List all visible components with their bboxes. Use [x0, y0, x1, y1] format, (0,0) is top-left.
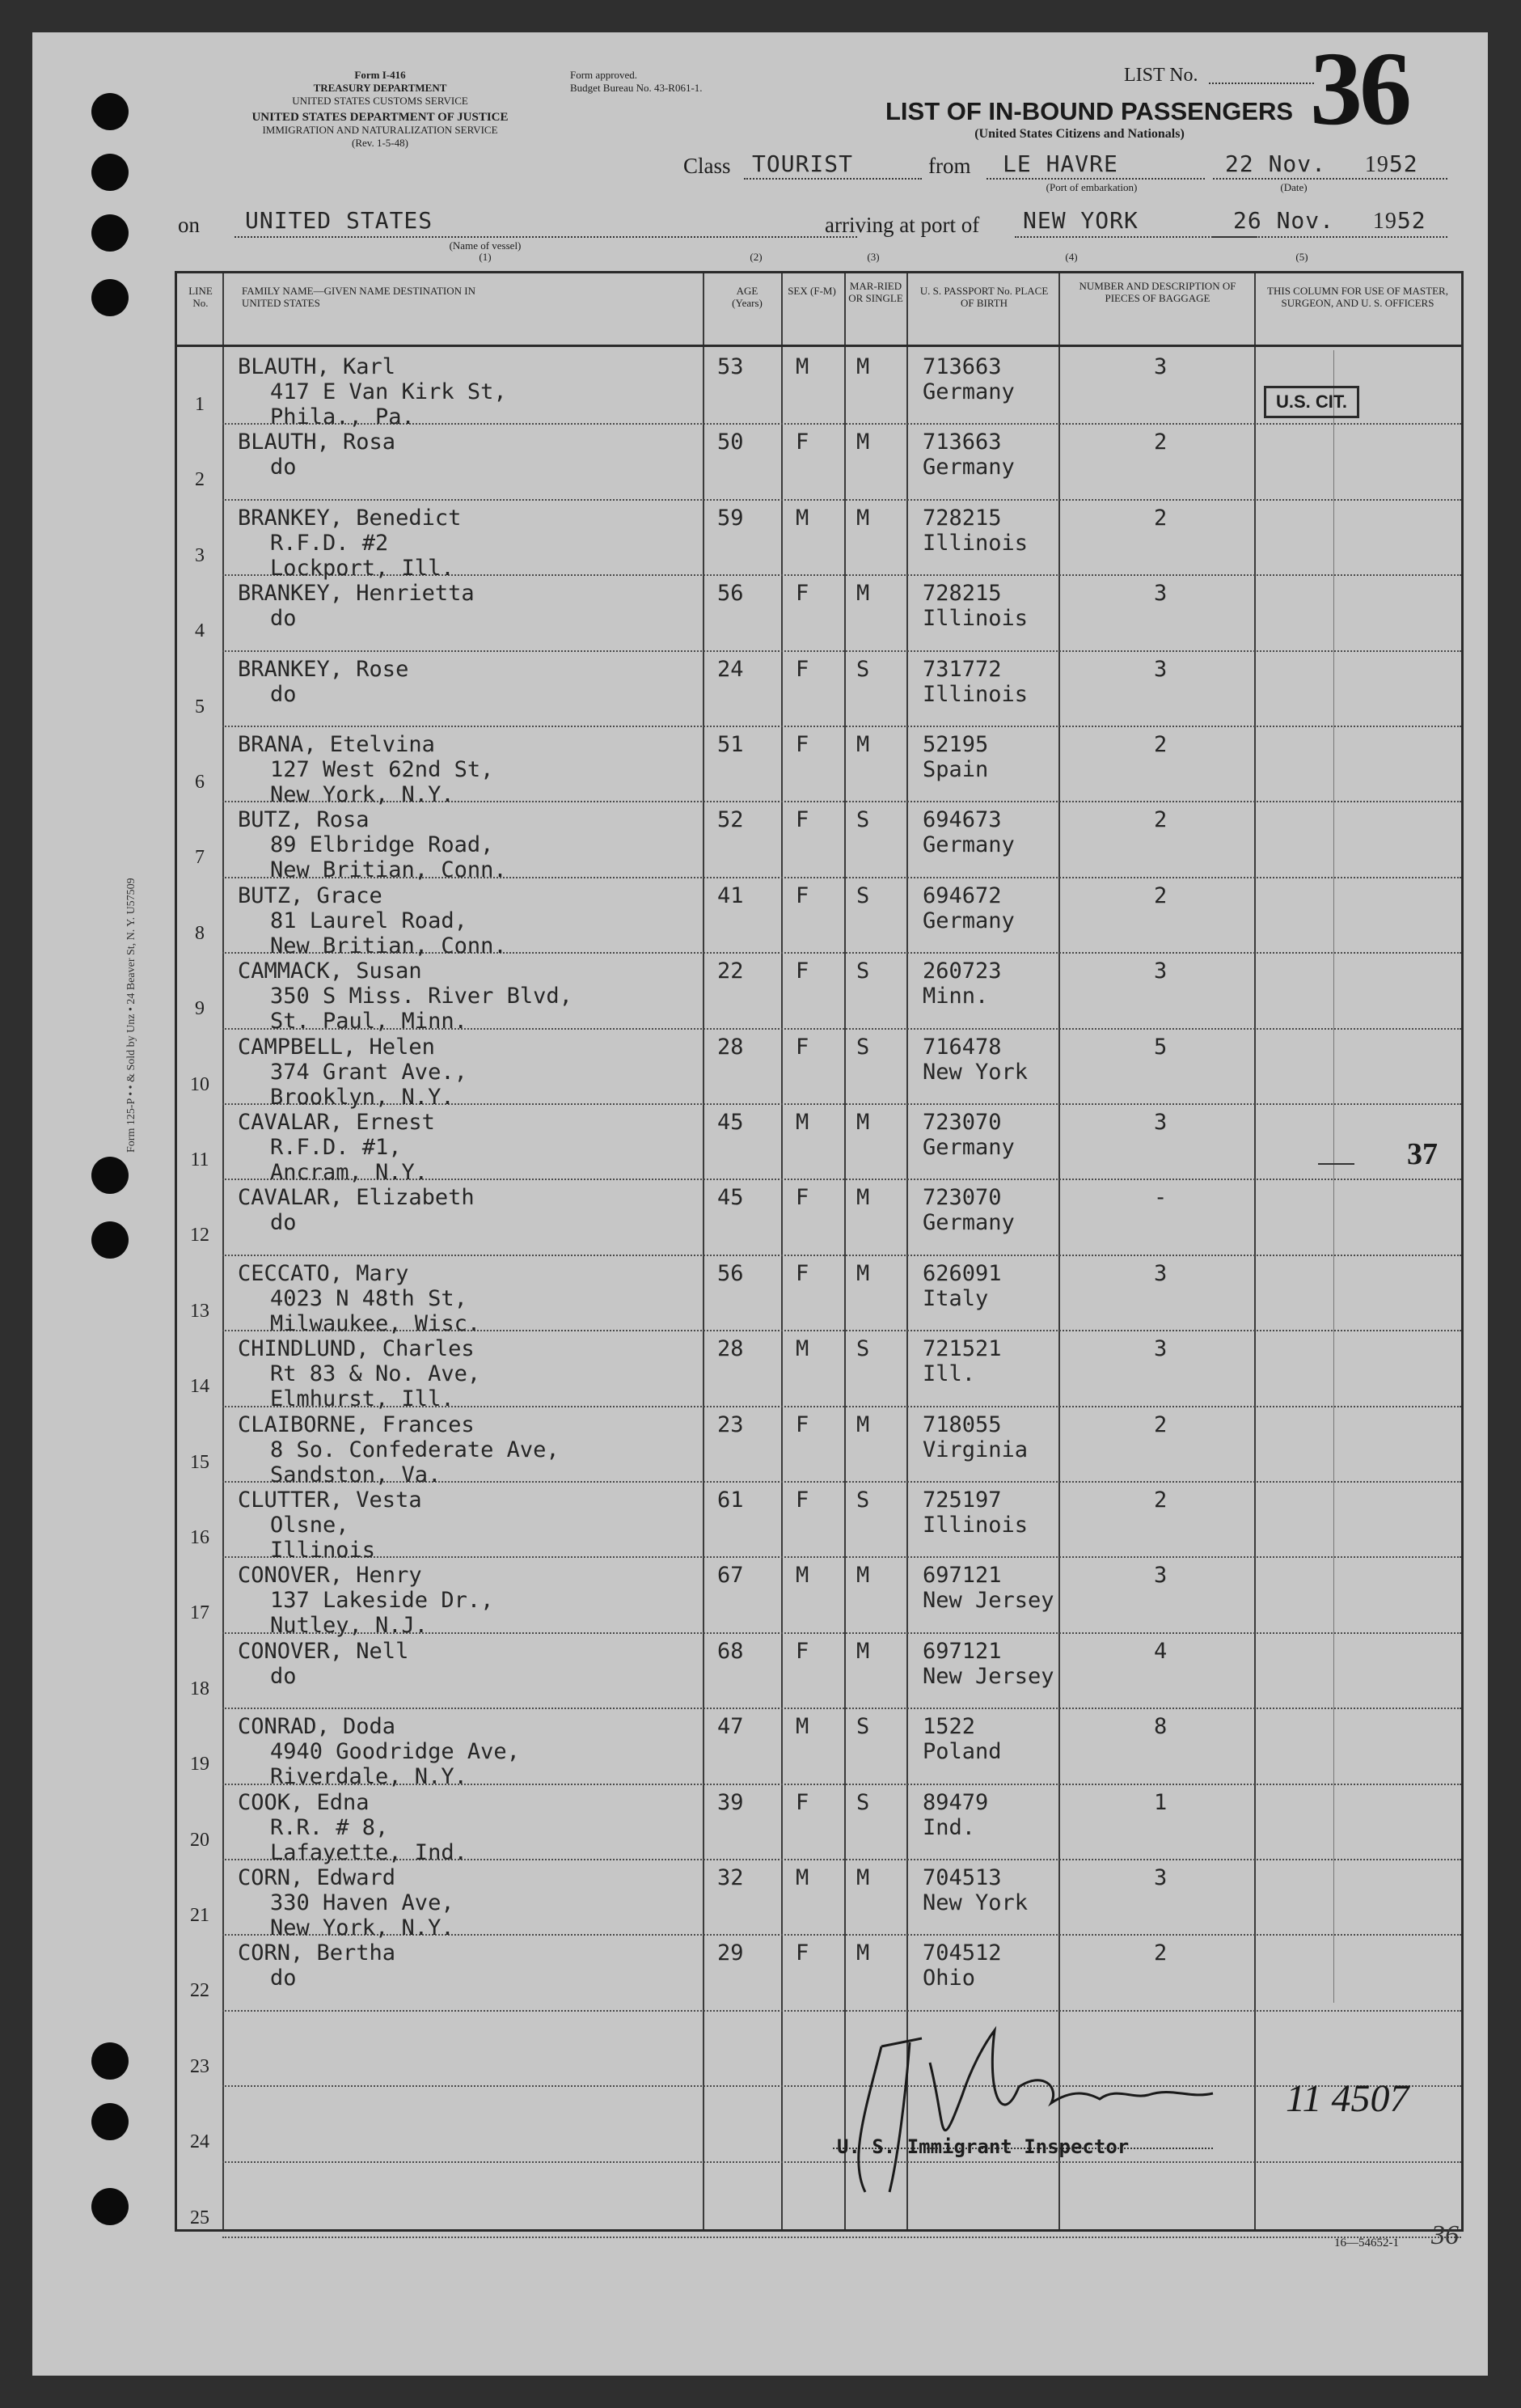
passenger-name: CORN, Edward — [238, 1865, 396, 1890]
passenger-name: CORN, Bertha — [238, 1940, 396, 1966]
col-num-3: (3) — [867, 251, 880, 263]
embark-port: LE HAVRE — [1003, 150, 1118, 177]
sex: F — [796, 430, 809, 455]
line-number: 10 — [190, 1073, 209, 1095]
address-line-2: Sandston, Va. — [270, 1462, 442, 1488]
age: 41 — [717, 882, 744, 908]
place-of-birth: Illinois — [923, 530, 1029, 556]
arrival-date-year: 52 — [1396, 207, 1426, 234]
baggage-count: 3 — [1154, 354, 1168, 379]
sex: M — [796, 1865, 809, 1890]
address-line-2: Illinois — [270, 1538, 376, 1563]
passenger-name: CECCATO, Mary — [238, 1260, 409, 1286]
header-age: AGE (Years) — [732, 285, 763, 309]
address-line-1: do — [270, 1966, 297, 1991]
passenger-name: CONRAD, Doda — [238, 1714, 396, 1740]
address-line-1: R.R. # 8, — [270, 1814, 389, 1840]
passenger-name: CLUTTER, Vesta — [238, 1488, 422, 1513]
baggage-count: 2 — [1154, 430, 1168, 455]
passenger-name: COOK, Edna — [238, 1789, 370, 1815]
row-separator — [222, 1556, 1461, 1558]
footer-handwritten: 36 — [1431, 2220, 1459, 2250]
sex: M — [796, 1563, 809, 1589]
col-num-4: (4) — [1065, 251, 1078, 263]
revision-label: (Rev. 1-5-48) — [352, 137, 408, 149]
passenger-name: CAMPBELL, Helen — [238, 1034, 435, 1060]
line-number: 7 — [195, 847, 205, 869]
line-number: 9 — [195, 998, 205, 1020]
marital-status: S — [856, 1714, 870, 1740]
sex: F — [796, 959, 809, 984]
marital-status: M — [856, 1260, 870, 1286]
row-separator — [222, 726, 1461, 727]
place-of-birth: Germany — [923, 1135, 1015, 1160]
address-line-2: New York, N.Y. — [270, 782, 454, 807]
address-line-2: New Britian, Conn. — [270, 933, 507, 959]
place-of-birth: Spain — [923, 757, 989, 782]
embark-date — [1225, 150, 1418, 178]
passport-number: 52195 — [923, 732, 989, 757]
place-of-birth: Poland — [923, 1739, 1002, 1765]
passenger-name: CHINDLUND, Charles — [238, 1336, 475, 1362]
address-line-1: do — [270, 681, 297, 707]
marital-status: S — [856, 1336, 870, 1362]
binder-hole — [91, 154, 129, 191]
line-number: 17 — [190, 1602, 209, 1624]
sex: F — [796, 1789, 809, 1815]
line-number: 13 — [190, 1300, 209, 1322]
place-of-birth: Germany — [923, 455, 1015, 480]
line-number: 22 — [190, 1980, 209, 2002]
sex: F — [796, 882, 809, 908]
binder-hole — [91, 93, 129, 130]
place-of-birth: Ind. — [923, 1814, 976, 1840]
passenger-name: CLAIBORNE, Frances — [238, 1411, 475, 1437]
stamp-text: U.S. CIT. — [1276, 391, 1348, 412]
marital-status: M — [856, 354, 870, 379]
marital-status: S — [856, 882, 870, 908]
passenger-name: CONOVER, Henry — [238, 1563, 422, 1589]
form-approved: Form approved. — [570, 69, 638, 81]
age: 39 — [717, 1789, 744, 1815]
age: 28 — [717, 1034, 744, 1060]
sex: F — [796, 1940, 809, 1966]
line-number: 24 — [190, 2131, 209, 2153]
passenger-name: BUTZ, Rosa — [238, 807, 370, 833]
marital-status: M — [856, 1638, 870, 1664]
row-separator — [222, 499, 1461, 501]
list-number-dots — [1209, 83, 1314, 84]
address-line-2: Nutley, N.J. — [270, 1613, 429, 1639]
address-line-2: Lockport, Ill. — [270, 555, 454, 581]
baggage-count: 3 — [1154, 656, 1168, 682]
passport-number: 697121 — [923, 1563, 1002, 1589]
line-number: 1 — [195, 394, 205, 415]
binder-hole — [91, 2188, 129, 2225]
marital-status: M — [856, 581, 870, 607]
list-number-label: LIST No. — [1124, 65, 1198, 86]
vessel-name: UNITED STATES — [245, 207, 433, 234]
sex: F — [796, 732, 809, 757]
baggage-count: 2 — [1154, 1940, 1168, 1966]
budget-bureau: Budget Bureau No. 43-R061-1. — [570, 82, 703, 94]
address-line-2: Ancram, N.Y. — [270, 1160, 429, 1185]
passenger-name: CAVALAR, Elizabeth — [238, 1185, 475, 1211]
class-label: Class — [683, 154, 731, 178]
passport-number: 704512 — [923, 1940, 1002, 1966]
line-number: 12 — [190, 1225, 209, 1246]
baggage-count: 3 — [1154, 959, 1168, 984]
place-of-birth: Ill. — [923, 1361, 976, 1387]
place-of-birth: Illinois — [923, 606, 1029, 632]
on-label: on — [178, 213, 200, 237]
line-number: 18 — [190, 1678, 209, 1699]
passport-number: 713663 — [923, 430, 1002, 455]
baggage-count: 2 — [1154, 1488, 1168, 1513]
marital-status: S — [856, 959, 870, 984]
age: 24 — [717, 656, 744, 682]
manifest-page — [32, 32, 1488, 2376]
address-line-1: 374 Grant Ave., — [270, 1059, 467, 1085]
sex: F — [796, 581, 809, 607]
passenger-name: CAMMACK, Susan — [238, 959, 422, 984]
place-of-birth: New Jersey — [923, 1663, 1054, 1689]
continued-list-number: 37 — [1407, 1137, 1438, 1171]
age: 47 — [717, 1714, 744, 1740]
treasury-label: TREASURY DEPARTMENT — [313, 82, 447, 94]
sex: F — [796, 1411, 809, 1437]
marital-status: M — [856, 505, 870, 531]
place-of-birth: Illinois — [923, 1513, 1029, 1538]
place-of-birth: Germany — [923, 908, 1015, 933]
passport-number: 725197 — [923, 1488, 1002, 1513]
address-line-2: Milwaukee, Wisc. — [270, 1310, 481, 1336]
arriving-label: arriving at port of — [825, 213, 980, 237]
address-line-2: Elmhurst, Ill. — [270, 1386, 454, 1412]
footer-code: 16—54652-1 — [1334, 2237, 1399, 2249]
sex: M — [796, 1110, 809, 1135]
place-of-birth: Germany — [923, 1210, 1015, 1236]
marital-status: S — [856, 807, 870, 833]
line-number: 6 — [195, 772, 205, 793]
address-line-2: Brooklyn, N.Y. — [270, 1084, 454, 1110]
line-number: 2 — [195, 469, 205, 491]
class-underline — [744, 178, 922, 180]
header-name: FAMILY NAME—GIVEN NAME DESTINATION IN UNITED STATES — [242, 285, 476, 309]
arrival-port: NEW YORK — [1023, 207, 1139, 234]
binder-hole — [91, 214, 129, 252]
baggage-count: 3 — [1154, 1110, 1168, 1135]
passenger-name: BUTZ, Grace — [238, 882, 382, 908]
row-separator — [222, 1708, 1461, 1709]
address-line-1: 417 E Van Kirk St, — [270, 379, 507, 404]
line-number: 11 — [190, 1149, 209, 1170]
age: 56 — [717, 1260, 744, 1286]
col-num-1: (1) — [479, 251, 492, 263]
passport-number: 694673 — [923, 807, 1002, 833]
address-line-2: New Britian, Conn. — [270, 857, 507, 883]
address-line-1: 89 Elbridge Road, — [270, 832, 494, 858]
baggage-count: 2 — [1154, 807, 1168, 833]
passport-number: 713663 — [923, 354, 1002, 379]
sex: M — [796, 505, 809, 531]
header-sex: SEX (F-M) — [788, 285, 836, 297]
place-of-birth: New York — [923, 1059, 1029, 1085]
marital-status: M — [856, 1110, 870, 1135]
passenger-table — [175, 271, 1464, 2232]
line-number: 8 — [195, 922, 205, 944]
embark-date-day: 22 Nov. — [1225, 150, 1327, 177]
header-officers: THIS COLUMN FOR USE OF MASTER, SURGEON, AND U. S. OFFICERS — [1267, 285, 1448, 309]
col-num-5: (5) — [1295, 251, 1308, 263]
line-number: 5 — [195, 696, 205, 717]
marital-status: M — [856, 1563, 870, 1589]
address-line-1: 4940 Goodridge Ave, — [270, 1739, 520, 1765]
col-divider — [1333, 350, 1334, 2003]
continued-dash — [1318, 1163, 1354, 1165]
binder-hole — [91, 279, 129, 316]
row-separator — [222, 1255, 1461, 1256]
place-of-birth: Ohio — [923, 1966, 976, 1991]
age: 56 — [717, 581, 744, 607]
address-line-1: 350 S Miss. River Blvd, — [270, 984, 572, 1009]
age: 28 — [717, 1336, 744, 1362]
age: 32 — [717, 1865, 744, 1890]
inspector-label: U. S. Immigrant Inspector — [837, 2135, 1130, 2158]
arrival-date-underline — [1213, 236, 1447, 238]
embark-date-underline — [1213, 178, 1447, 180]
printer-side-note: Form 125-P • • & Sold by Unz • 24 Beaver St, N. Y. U57509 — [125, 878, 137, 1153]
address-line-1: 4023 N 48th St, — [270, 1285, 467, 1311]
passenger-name: BRANKEY, Rose — [238, 656, 409, 682]
baggage-count: 2 — [1154, 732, 1168, 757]
passenger-name: BRANKEY, Henrietta — [238, 581, 475, 607]
from-label: from — [928, 154, 971, 178]
place-of-birth: New York — [923, 1890, 1029, 1915]
approval-block — [570, 69, 703, 95]
sex: F — [796, 1034, 809, 1060]
age: 61 — [717, 1488, 744, 1513]
marital-status: M — [856, 732, 870, 757]
place-of-birth: Germany — [923, 379, 1015, 404]
form-number: Form I-416 — [354, 69, 406, 81]
sex: F — [796, 1488, 809, 1513]
us-citizen-stamp — [1264, 386, 1359, 418]
arrival-date-day: 26 Nov. — [1233, 207, 1335, 234]
line-number: 21 — [190, 1905, 209, 1926]
address-line-1: 8 So. Confederate Ave, — [270, 1437, 560, 1462]
row-separator — [222, 2237, 1461, 2238]
place-of-birth: New Jersey — [923, 1588, 1054, 1614]
header-passport: U. S. PASSPORT No. PLACE OF BIRTH — [919, 285, 1049, 309]
line-number: 23 — [190, 2055, 209, 2077]
passport-number: 723070 — [923, 1110, 1002, 1135]
address-line-2: Phila., Pa. — [270, 404, 415, 430]
baggage-count: - — [1154, 1185, 1168, 1211]
address-line-1: Rt 83 & No. Ave, — [270, 1361, 481, 1387]
marital-status: S — [856, 1488, 870, 1513]
form-title: LIST OF IN-BOUND PASSENGERS — [885, 97, 1294, 125]
passenger-name: BLAUTH, Rosa — [238, 430, 396, 455]
binder-hole — [91, 2103, 129, 2140]
passport-number: 704513 — [923, 1865, 1002, 1890]
header-rule — [177, 345, 1461, 347]
form-agency-block — [174, 69, 586, 150]
baggage-count: 5 — [1154, 1034, 1168, 1060]
sex: F — [796, 1638, 809, 1664]
passport-number: 731772 — [923, 656, 1002, 682]
inspector-signature — [833, 1998, 1409, 2208]
place-of-birth: Illinois — [923, 681, 1029, 707]
embark-underline — [987, 178, 1205, 180]
passport-number: 728215 — [923, 581, 1002, 607]
line-number: 16 — [190, 1527, 209, 1548]
address-line-1: do — [270, 455, 297, 480]
baggage-count: 3 — [1154, 1260, 1168, 1286]
marital-status: M — [856, 1411, 870, 1437]
header-baggage: NUMBER AND DESCRIPTION OF PIECES OF BAGGAGE — [1079, 280, 1236, 304]
address-line-1: R.F.D. #1, — [270, 1135, 402, 1160]
embark-date-year: 52 — [1388, 150, 1418, 177]
header-line-no: LINE No. — [188, 285, 213, 309]
baggage-count: 8 — [1154, 1714, 1168, 1740]
place-of-birth: Germany — [923, 832, 1015, 858]
age: 51 — [717, 732, 744, 757]
passport-number: 89479 — [923, 1789, 989, 1815]
sex: M — [796, 1714, 809, 1740]
passenger-name: BRANKEY, Benedict — [238, 505, 462, 531]
place-of-birth: Minn. — [923, 984, 989, 1009]
age: 53 — [717, 354, 744, 379]
line-number: 19 — [190, 1754, 209, 1775]
passport-number: 697121 — [923, 1638, 1002, 1664]
address-line-2: New York, N.Y. — [270, 1915, 454, 1940]
age: 45 — [717, 1185, 744, 1211]
sex: F — [796, 1260, 809, 1286]
age: 68 — [717, 1638, 744, 1664]
baggage-count: 2 — [1154, 882, 1168, 908]
sex: F — [796, 807, 809, 833]
address-line-2: St. Paul, Minn. — [270, 1009, 467, 1035]
list-number: 36 — [1310, 31, 1409, 147]
age: 29 — [717, 1940, 744, 1966]
passenger-name: BLAUTH, Karl — [238, 354, 396, 379]
baggage-count: 1 — [1154, 1789, 1168, 1815]
header-married: MAR-RIED OR SINGLE — [848, 280, 903, 304]
embark-caption: (Port of embarkation) — [1046, 181, 1138, 193]
address-line-1: 81 Laurel Road, — [270, 908, 467, 933]
baggage-count: 2 — [1154, 505, 1168, 531]
passport-number: 1522 — [923, 1714, 976, 1740]
passenger-name: CAVALAR, Ernest — [238, 1110, 435, 1135]
address-line-1: 330 Haven Ave, — [270, 1890, 454, 1915]
passenger-name: CONOVER, Nell — [238, 1638, 409, 1664]
baggage-count: 3 — [1154, 1865, 1168, 1890]
line-number: 15 — [190, 1451, 209, 1473]
customs-label: UNITED STATES CUSTOMS SERVICE — [292, 95, 468, 107]
sex: M — [796, 354, 809, 379]
marital-status: M — [856, 1865, 870, 1890]
baggage-count: 3 — [1154, 1336, 1168, 1362]
line-number: 25 — [190, 2207, 209, 2228]
address-line-1: do — [270, 606, 297, 632]
baggage-count: 3 — [1154, 1563, 1168, 1589]
address-line-1: 137 Lakeside Dr., — [270, 1588, 494, 1614]
sex: F — [796, 656, 809, 682]
arrival-date-century: 19 — [1372, 209, 1397, 234]
passport-number: 694672 — [923, 882, 1002, 908]
line-number: 3 — [195, 544, 205, 566]
place-of-birth: Italy — [923, 1285, 989, 1311]
class-value: TOURIST — [752, 150, 854, 177]
marital-status: S — [856, 656, 870, 682]
sex: M — [796, 1336, 809, 1362]
passport-number: 723070 — [923, 1185, 1002, 1211]
passenger-name: BRANA, Etelvina — [238, 732, 435, 757]
sex: F — [796, 1185, 809, 1211]
justice-label: UNITED STATES DEPARTMENT OF JUSTICE — [251, 111, 509, 124]
line-number: 20 — [190, 1829, 209, 1851]
passport-number: 716478 — [923, 1034, 1002, 1060]
age: 59 — [717, 505, 744, 531]
baggage-count: 4 — [1154, 1638, 1168, 1664]
marital-status: M — [856, 1185, 870, 1211]
age: 23 — [717, 1411, 744, 1437]
age: 45 — [717, 1110, 744, 1135]
embark-date-century: 19 — [1364, 152, 1389, 177]
marital-status: M — [856, 1940, 870, 1966]
baggage-count: 2 — [1154, 1411, 1168, 1437]
row-separator — [222, 650, 1461, 652]
address-line-1: do — [270, 1663, 297, 1689]
marital-status: S — [856, 1034, 870, 1060]
marital-status: S — [856, 1789, 870, 1815]
address-line-1: do — [270, 1210, 297, 1236]
address-line-2: Riverdale, N.Y. — [270, 1764, 467, 1790]
form-subtitle: (United States Citizens and Nationals) — [974, 127, 1185, 141]
place-of-birth: Virginia — [923, 1437, 1029, 1462]
baggage-count: 3 — [1154, 581, 1168, 607]
vessel-caption: (Name of vessel) — [449, 239, 522, 252]
arrival-date — [1233, 207, 1426, 235]
address-line-1: Olsne, — [270, 1513, 349, 1538]
line-number: 4 — [195, 620, 205, 642]
age: 67 — [717, 1563, 744, 1589]
col-num-2: (2) — [750, 251, 763, 263]
passport-number: 260723 — [923, 959, 1002, 984]
date-caption-1: (Date) — [1280, 181, 1308, 193]
handwritten-number: 11 4507 — [1286, 2077, 1409, 2120]
age: 52 — [717, 807, 744, 833]
address-line-1: R.F.D. #2 — [270, 530, 389, 556]
passport-number: 728215 — [923, 505, 1002, 531]
binder-hole — [91, 2042, 129, 2080]
address-line-2: Lafayette, Ind. — [270, 1839, 467, 1865]
binder-hole — [91, 1221, 129, 1259]
passport-number: 721521 — [923, 1336, 1002, 1362]
line-number: 14 — [190, 1376, 209, 1398]
ins-label: IMMIGRATION AND NATURALIZATION SERVICE — [262, 124, 498, 136]
address-line-1: 127 West 62nd St, — [270, 757, 494, 782]
binder-hole — [91, 1157, 129, 1194]
age: 22 — [717, 959, 744, 984]
passport-number: 626091 — [923, 1260, 1002, 1286]
marital-status: M — [856, 430, 870, 455]
vessel-underline — [234, 236, 857, 238]
age: 50 — [717, 430, 744, 455]
passport-number: 718055 — [923, 1411, 1002, 1437]
